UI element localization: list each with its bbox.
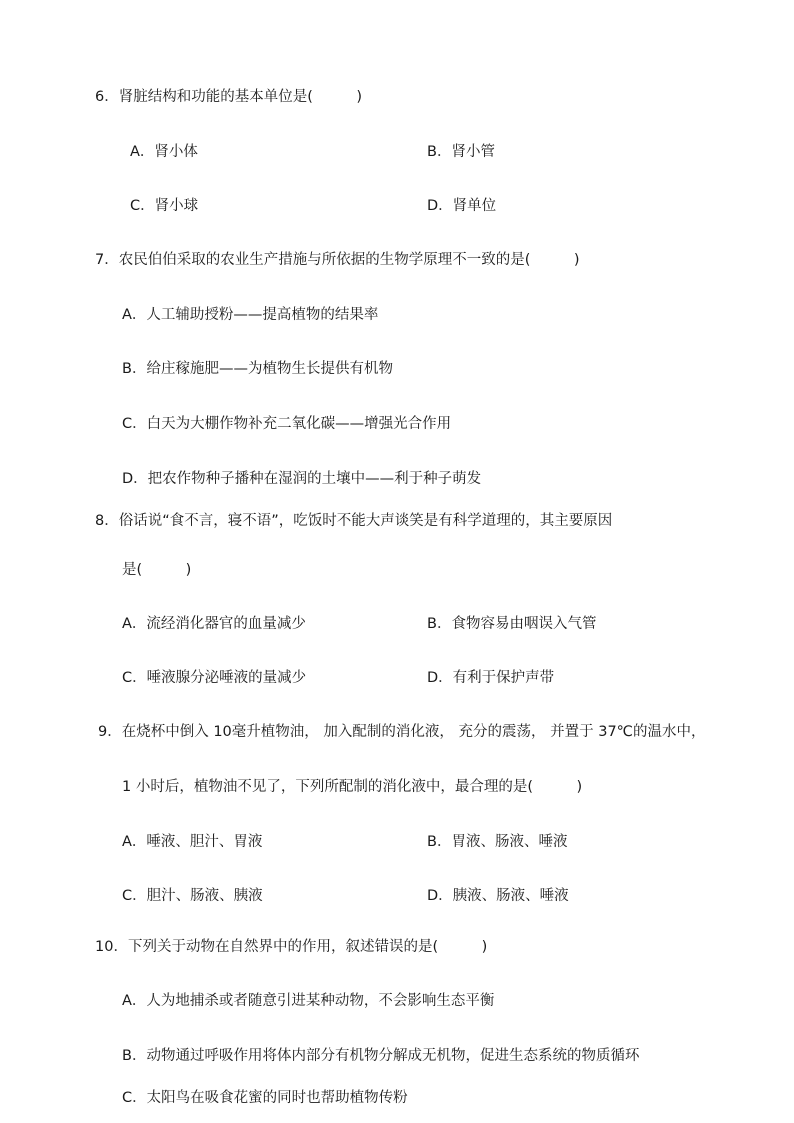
question-8-option-d: D．有利于保护声带 [427,670,555,686]
question-8-stem: 8．俗话说“食不言，寝不语”，吃饭时不能大声谈笑是有科学道理的，其主要原因 [95,513,613,529]
question-6-stem: 6．肾脏结构和功能的基本单位是( ) [95,89,363,105]
question-10-stem: 10．下列关于动物在自然界中的作用，叙述错误的是( ) [95,939,488,955]
question-7-option-c: C．白天为大棚作物补充二氧化碳——增强光合作用 [122,416,452,432]
question-6-option-c: C．肾小球 [130,198,199,214]
question-7-option-b: B．给庄稼施肥——为植物生长提供有机物 [122,361,393,377]
question-7-stem: 7．农民伯伯采取的农业生产措施与所依据的生物学原理不一致的是( ) [95,252,580,268]
question-10-option-a: A．人为地捕杀或者随意引进某种动物，不会影响生态平衡 [122,993,495,1009]
question-6-option-a: A．肾小体 [130,144,198,160]
question-8-option-b: B．食物容易由咽误入气管 [427,616,597,632]
question-7-option-a: A．人工辅助授粉——提高植物的结果率 [122,307,379,323]
question-9-stem-continued: 1 小时后，植物油不见了，下列所配制的消化液中，最合理的是( ) [122,779,583,795]
question-9-option-a: A．唾液、胆汁、胃液 [122,834,263,850]
question-9-option-d: D．胰液、肠液、唾液 [427,888,569,904]
question-10-option-c: C．太阳鸟在吸食花蜜的同时也帮助植物传粉 [122,1090,408,1106]
question-8-option-c: C．唾液腺分泌唾液的量减少 [122,670,307,686]
question-8-stem-continued: 是( ) [122,562,192,578]
question-10-option-b: B．动物通过呼吸作用将体内部分有机物分解成无机物，促进生态系统的物质循环 [122,1048,640,1064]
question-9-stem: 9．在烧杯中倒入 10毫升植物油， 加入配制的消化液， 充分的震荡， 并置于 37℃的温水中， [98,724,706,740]
question-8-option-a: A．流经消化器官的血量减少 [122,616,306,632]
question-7-option-d: D．把农作物种子播种在湿润的土壤中——利于种子萌发 [122,471,482,487]
question-9-option-b: B．胃液、肠液、唾液 [427,834,568,850]
question-9-option-c: C．胆汁、肠液、胰液 [122,888,263,904]
question-6-option-d: D．肾单位 [427,198,497,214]
question-6-option-b: B．肾小管 [427,144,495,160]
